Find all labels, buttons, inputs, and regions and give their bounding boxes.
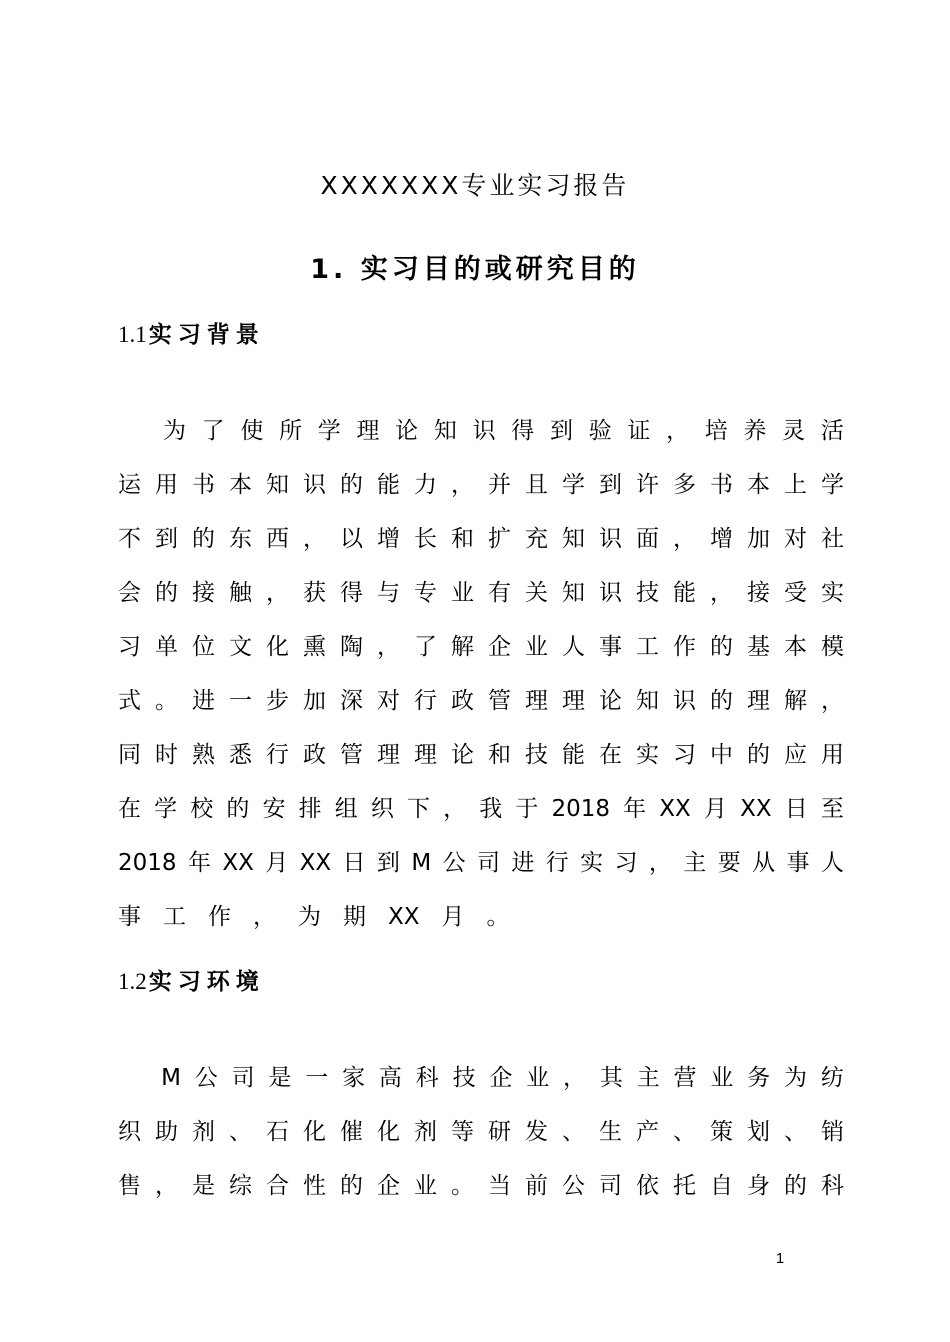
paragraph-line: 在 学 校 的 安 排 组 织 下 ， 我 于 2018 年 XX 月 XX 日 至: [118, 796, 844, 822]
section-1-2-paragraph: [118, 1051, 844, 1213]
section-heading-1-2: [118, 963, 265, 996]
paragraph-line: 不 到 的 东 西 ， 以 增 长 和 扩 充 知 识 面 ， 增 加 对 社: [118, 526, 844, 552]
paragraph-line: 式 。 进 一 步 加 深 对 行 政 管 理 理 论 知 识 的 理 解 ，: [118, 688, 844, 714]
paragraph-line: 2018 年 XX 月 XX 日 到 M 公 司 进 行 实 习 ， 主 要 从 事 人: [118, 850, 844, 876]
section-number: 1.2: [118, 969, 147, 994]
paragraph-line: 事 工 作 ， 为 期 XX 月 。: [118, 904, 510, 930]
section-1-1-paragraph: [118, 404, 844, 944]
section-number: 1.1: [118, 322, 147, 347]
section-title: 实习背景: [148, 322, 265, 348]
paragraph-line: 为 了 使 所 学 理 论 知 识 得 到 验 证 ， 培 养 灵 活: [162, 418, 844, 444]
paragraph-line: M 公 司 是 一 家 高 科 技 企 业 ， 其 主 营 业 务 为 纺: [161, 1065, 844, 1091]
paragraph-line: 运 用 书 本 知 识 的 能 力 ， 并 且 学 到 许 多 书 本 上 学: [118, 472, 844, 498]
document-title: XXXXXXX专业实习报告: [320, 171, 630, 200]
page-number: 1: [775, 1250, 785, 1267]
chapter-heading: 1. 实习目的或研究目的: [310, 254, 640, 285]
section-heading-1-1: [118, 316, 265, 349]
paragraph-line: 同 时 熟 悉 行 政 管 理 理 论 和 技 能 在 实 习 中 的 应 用: [118, 742, 844, 768]
paragraph-line: 售 ， 是 综 合 性 的 企 业 。 当 前 公 司 依 托 自 身 的 科: [118, 1173, 844, 1199]
paragraph-line: 会 的 接 触 ， 获 得 与 专 业 有 关 知 识 技 能 ， 接 受 实: [118, 580, 844, 606]
section-title: 实习环境: [148, 969, 265, 995]
paragraph-line: 织 助 剂 、 石 化 催 化 剂 等 研 发 、 生 产 、 策 划 、 销: [118, 1119, 844, 1145]
paragraph-line: 习 单 位 文 化 熏 陶 ， 了 解 企 业 人 事 工 作 的 基 本 模: [118, 634, 844, 660]
